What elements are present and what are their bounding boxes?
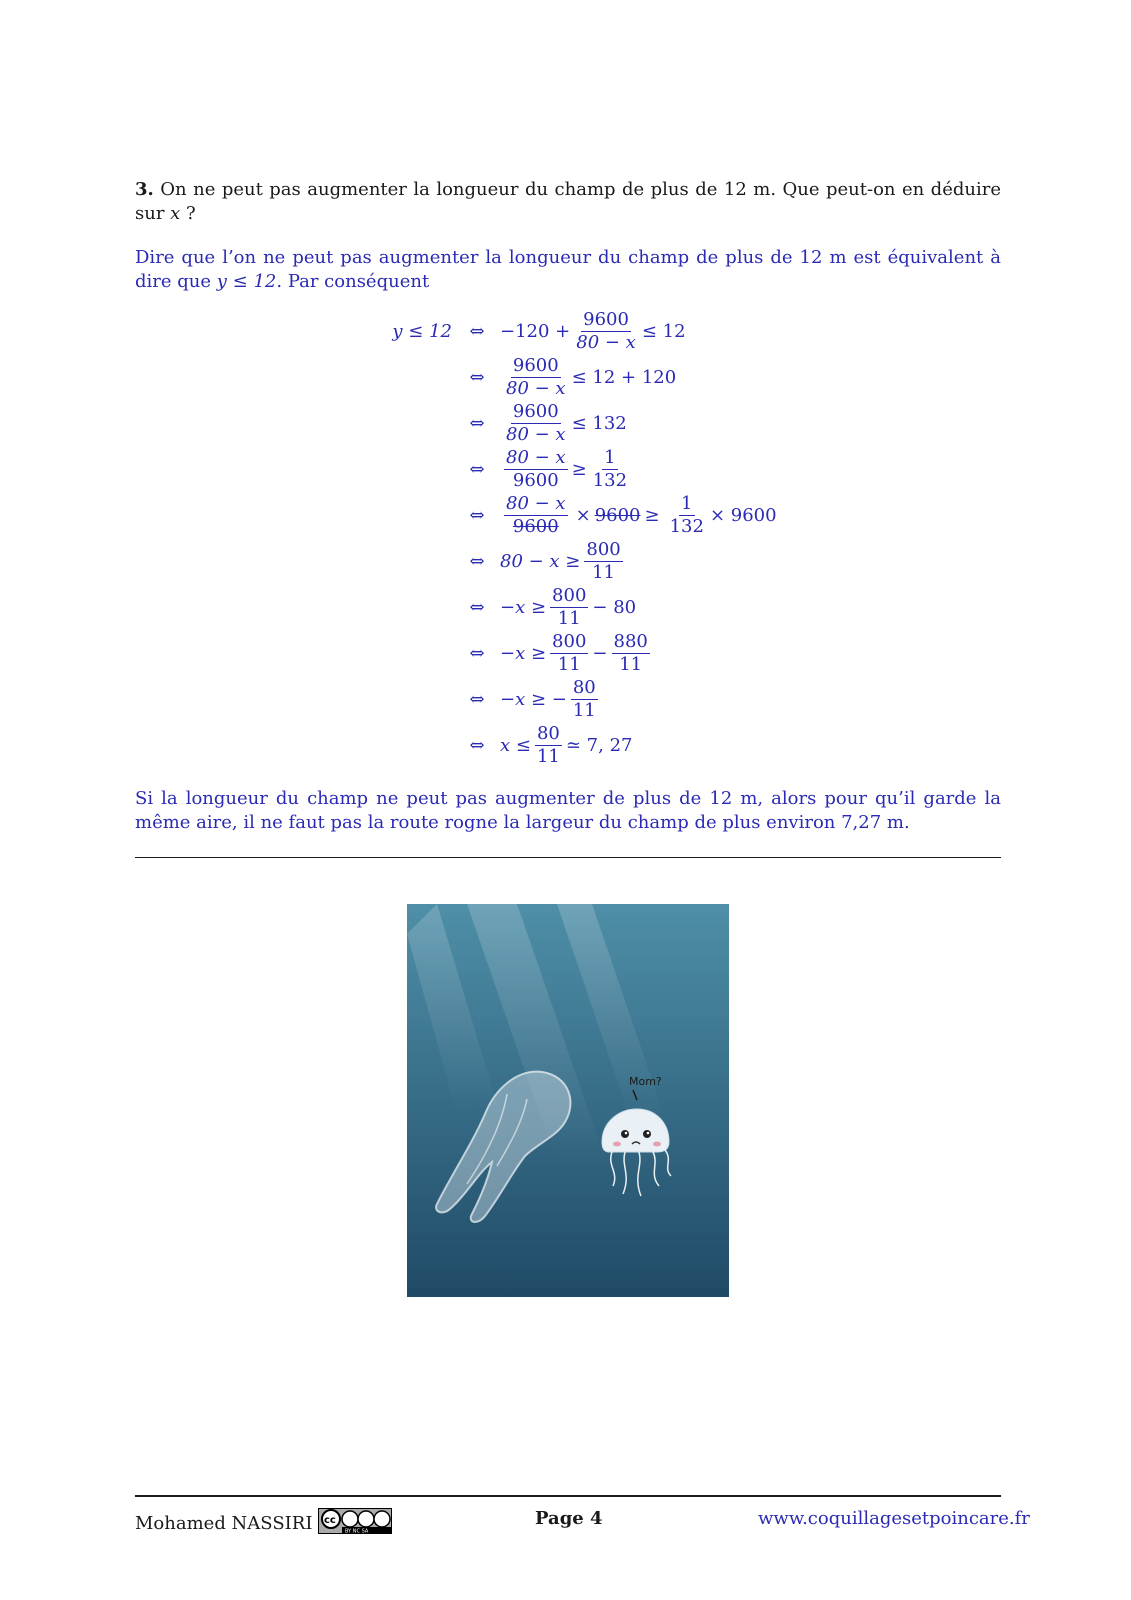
equiv-arrow: ⇔ bbox=[469, 504, 485, 526]
question-number: 3. bbox=[135, 179, 154, 200]
equiv-arrow: ⇔ bbox=[469, 550, 485, 572]
equiv-arrow: ⇔ bbox=[469, 412, 485, 434]
answer-text: Dire que l’on ne peut pas augmenter la longueur du champ de plus de 12 m est équivalent à dire que bbox=[135, 247, 1001, 292]
fraction bbox=[591, 447, 629, 492]
license-text: BY NC SA bbox=[345, 1528, 369, 1534]
eq-term: − 80 bbox=[592, 596, 637, 618]
equiv-arrow: ⇔ bbox=[469, 596, 485, 618]
site-link[interactable]: www.coquillagesetpoincare.fr bbox=[758, 1508, 1030, 1529]
eq-rhs bbox=[500, 447, 633, 492]
question-text: On ne peut pas augmenter la longueur du champ de plus de 12 m. Que peut-on en déduire sur bbox=[135, 179, 1001, 224]
equiv-arrow: ⇔ bbox=[469, 366, 485, 388]
question-end: ? bbox=[180, 203, 196, 224]
eq-term: × bbox=[575, 504, 591, 526]
eq-rhs bbox=[500, 493, 777, 538]
eq-term: ≤ 12 + 120 bbox=[571, 366, 677, 388]
fraction bbox=[550, 631, 588, 676]
denominator: 11 bbox=[557, 607, 581, 629]
eq-term: ≤ 12 bbox=[641, 320, 686, 342]
denominator: 132 bbox=[592, 469, 628, 491]
fraction bbox=[535, 723, 562, 768]
eq-term: x ≤ bbox=[500, 734, 531, 756]
equiv-arrow: ⇔ bbox=[469, 320, 485, 342]
eq-term: ≃ 7, 27 bbox=[565, 734, 633, 756]
numerator: 9600 bbox=[583, 308, 629, 330]
denominator: 11 bbox=[557, 653, 581, 675]
eq-term: −x ≥ bbox=[500, 642, 547, 664]
numerator: 80 bbox=[572, 676, 596, 698]
eq-term: ≥ bbox=[571, 458, 587, 480]
eq-lhs: y ≤ 12 bbox=[392, 320, 452, 342]
eq-rhs bbox=[500, 309, 686, 354]
author-name: Mohamed NASSIRI bbox=[135, 1513, 313, 1534]
eq-rhs bbox=[500, 585, 636, 630]
numerator: 1 bbox=[604, 446, 616, 468]
numerator: 9600 bbox=[512, 400, 559, 422]
denominator: 80 − x bbox=[576, 331, 636, 353]
page-number: Page 4 bbox=[535, 1508, 603, 1529]
eq-rhs bbox=[500, 401, 627, 446]
equiv-arrow: ⇔ bbox=[469, 688, 485, 710]
question-3 bbox=[135, 178, 1001, 226]
fraction bbox=[504, 493, 568, 538]
section-divider bbox=[135, 857, 1001, 858]
denominator: 132 bbox=[669, 515, 704, 537]
speech-text: Mom? bbox=[629, 1075, 662, 1088]
denominator: 80 − x bbox=[506, 423, 566, 445]
cc-license-icon bbox=[318, 1508, 392, 1539]
fraction bbox=[571, 677, 598, 722]
numerator: 9600 bbox=[512, 354, 559, 376]
denominator: 9600 bbox=[512, 469, 559, 491]
eq-term: −x ≥ − bbox=[500, 688, 567, 710]
eq-term: 80 − x ≥ bbox=[500, 550, 581, 572]
conclusion-text: Si la longueur du champ ne peut pas augmenter de plus de 12 m, alors pour qu’il garde la même aire, il ne faut pas la route rogne la largeur du champ de plus environ 7,27 m. bbox=[135, 788, 1001, 833]
denominator: 11 bbox=[572, 699, 596, 721]
fraction bbox=[612, 631, 650, 676]
numerator: 80 − x bbox=[506, 492, 566, 514]
denominator: 11 bbox=[536, 745, 560, 767]
eq-term: ≥ bbox=[644, 504, 660, 526]
eq-term: −120 + bbox=[500, 320, 571, 342]
answer-math: y ≤ 12 bbox=[216, 271, 277, 292]
numerator: 80 bbox=[536, 722, 560, 744]
numerator: 800 bbox=[552, 584, 587, 606]
fraction bbox=[550, 585, 588, 630]
eq-term: 9600 bbox=[594, 504, 641, 526]
numerator: 80 − x bbox=[506, 446, 566, 468]
eq-term: − bbox=[592, 642, 608, 664]
numerator: 1 bbox=[681, 492, 693, 514]
fraction bbox=[504, 447, 568, 492]
eq-rhs bbox=[500, 723, 632, 768]
eq-rhs bbox=[500, 355, 676, 400]
footer-author bbox=[135, 1508, 392, 1539]
eq-term: ≤ 132 bbox=[571, 412, 627, 434]
eq-rhs bbox=[500, 677, 602, 722]
jellyfish-drawing bbox=[407, 904, 729, 1297]
fraction bbox=[504, 355, 568, 400]
eq-term: −x ≥ bbox=[500, 596, 547, 618]
numerator: 880 bbox=[613, 630, 648, 652]
eq-term: × 9600 bbox=[709, 504, 777, 526]
eq-rhs bbox=[500, 631, 654, 676]
fraction bbox=[668, 493, 706, 538]
denominator: 11 bbox=[619, 653, 643, 675]
fraction bbox=[574, 309, 638, 354]
numerator: 800 bbox=[552, 630, 587, 652]
eq-rhs bbox=[500, 539, 627, 584]
equiv-arrow: ⇔ bbox=[469, 458, 485, 480]
fraction bbox=[584, 539, 622, 584]
equiv-arrow: ⇔ bbox=[469, 734, 485, 756]
answer-intro bbox=[135, 246, 1001, 294]
answer-tail: . Par conséquent bbox=[276, 271, 430, 292]
fraction bbox=[504, 401, 568, 446]
denominator: 11 bbox=[592, 561, 616, 583]
equiv-arrow: ⇔ bbox=[469, 642, 485, 664]
denominator: 9600 bbox=[512, 515, 559, 537]
jellyfish-illustration bbox=[407, 904, 729, 1297]
footer-divider bbox=[135, 1495, 1001, 1497]
denominator: 80 − x bbox=[506, 377, 566, 399]
numerator: 800 bbox=[586, 538, 621, 560]
question-var: x bbox=[170, 203, 181, 224]
svg-text:cc: cc bbox=[324, 1515, 337, 1526]
